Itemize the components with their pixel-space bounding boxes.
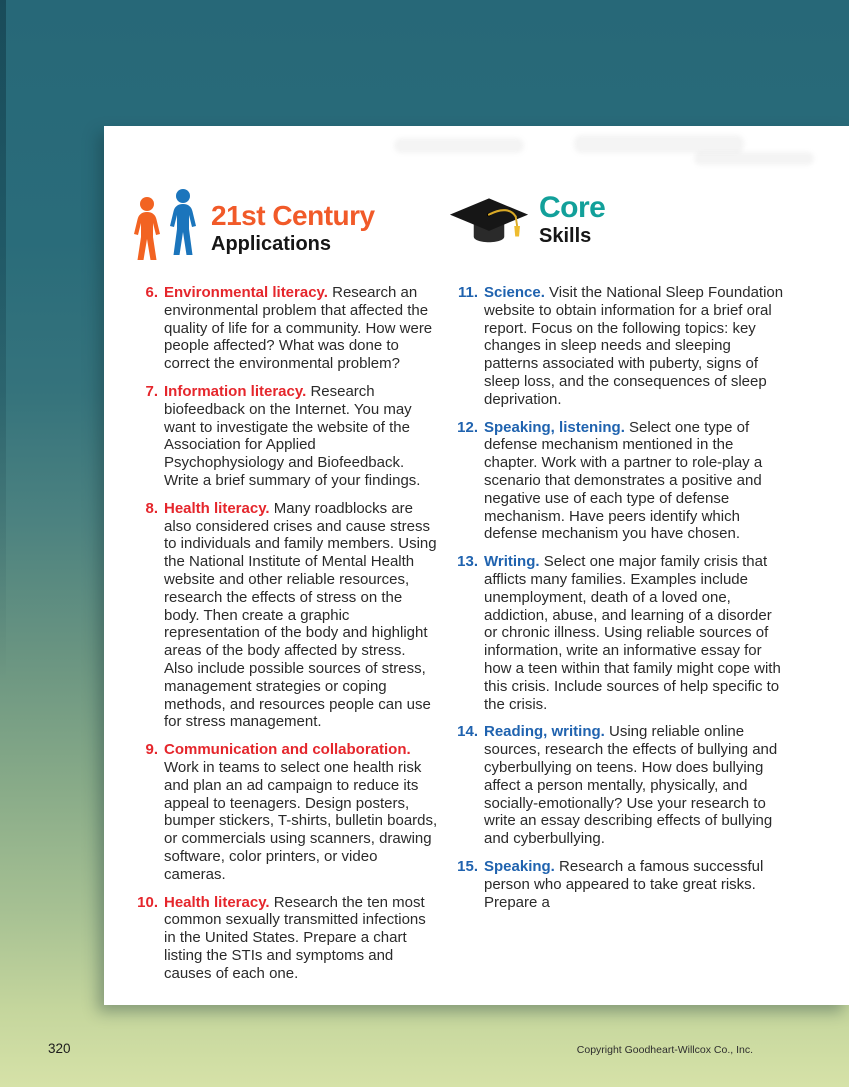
item-body: Research an environmental problem that affected the quality of life for a community. How were people affected? What was done to correct the environmental problem? (164, 284, 433, 373)
scan-artifact (394, 138, 524, 153)
core-skills-header (448, 188, 788, 262)
applications-title: 21st Century (211, 200, 375, 231)
item-body: Select one type of defense mechanism mentioned in the chapter. Work with a partner to role-play a scenario that demonstrates a positive and negative use of each type of defense mechanism. Have peers identify which defense mechanism you have chosen. (484, 418, 763, 543)
item-text (484, 419, 788, 544)
background-shadow-edge (0, 0, 6, 761)
item-lead: Science. (484, 284, 545, 301)
applications-header (128, 188, 438, 262)
item-11 (448, 284, 788, 409)
item-12 (448, 419, 788, 544)
item-14 (448, 723, 788, 848)
item-body: Using reliable online sources, research the effects of bullying and cyberbullying on teens. How does bullying affect a person mentally, physically, and socially-emotionally? Use your research to write an essay describing effects of bullying and cyberbullying. (484, 723, 778, 848)
scan-artifact (574, 135, 744, 153)
skills-subtitle: Skills (539, 225, 592, 247)
item-7 (128, 383, 438, 490)
item-text (164, 383, 438, 490)
item-body: Many roadblocks are also considered crises and cause stress to individuals and family members. Using the National Institute of Mental Health website and other reliable resources, research the effects of stress on the body. Then create a graphic representation of the body and highlight areas of the body affected by stress. Also include possible sources of stress, management strategies or coping methods, and resources people can use for stress management. (164, 499, 437, 731)
applications-subtitle: Applications (211, 233, 332, 255)
item-15 (448, 858, 788, 911)
item-lead: Health literacy. (164, 893, 270, 911)
item-10 (128, 894, 438, 983)
item-text (164, 741, 438, 883)
item-body: Work in teams to select one health risk and plan an ad campaign to reduce its appeal to teenagers. Design posters, bumper stickers, T-shirts, bulletin boards, or commercials using scanners, drawing software, color printers, or video cameras. (164, 758, 438, 883)
core-skills-column (448, 188, 788, 921)
item-lead: Environmental literacy. (164, 284, 328, 301)
item-body: Research the ten most common sexually transmitted infections in the United States. Prepare a chart listing the STIs and symptoms and causes of each one. (164, 893, 426, 982)
item-9 (128, 741, 438, 883)
applications-column (128, 188, 438, 992)
item-body: Visit the National Sleep Foundation website to obtain information for a brief oral report. Focus on the following topics: key changes in sleep needs and sleeping patterns associated with puberty, signs of sleep loss, and the consequences of sleep deprivation. (484, 284, 784, 408)
item-text (484, 553, 788, 713)
item-number: 13. (457, 553, 478, 571)
item-body: Research biofeedback on the Internet. You may want to investigate the website of the Association for Applied Psychophysiology and Biofeedback. Write a brief summary of your findings. (164, 382, 421, 489)
textbook-page (104, 126, 849, 1005)
item-lead: Writing. (484, 553, 540, 571)
item-lead: Information literacy. (164, 382, 307, 400)
item-13 (448, 553, 788, 713)
item-text (484, 858, 788, 911)
item-number: 14. (457, 723, 478, 741)
item-number: 15. (457, 857, 478, 875)
scan-artifact (694, 152, 814, 165)
item-body: Research a famous successful person who appeared to take great risks. Prepare a (484, 857, 764, 911)
item-text (484, 723, 788, 848)
item-number: 11. (457, 284, 478, 301)
item-text (484, 284, 788, 409)
page-number: 320 (48, 1041, 71, 1056)
item-number: 9. (145, 741, 158, 759)
item-text (164, 894, 438, 983)
item-body: Select one major family crisis that afflicts many families. Examples include unemployment, death of a loved one, addiction, abuse, and learning of a disorder or chronic illness. Using reliable sources of information, write an informative essay for how a teen within that family might cope with this crisis. Include sources of help specific to the crisis. (484, 553, 781, 713)
item-lead: Health literacy. (164, 499, 270, 517)
item-number: 10. (137, 893, 158, 911)
copyright-notice: Copyright Goodheart-Willcox Co., Inc. (576, 1044, 753, 1056)
item-number: 6. (145, 284, 158, 301)
item-number: 8. (145, 499, 158, 517)
item-number: 12. (457, 418, 478, 436)
graduation-cap-icon (448, 188, 530, 263)
core-skills-header-text (539, 188, 605, 247)
item-lead: Reading, writing. (484, 723, 605, 741)
item-number: 7. (145, 382, 158, 400)
applications-header-text (211, 188, 375, 255)
item-8 (128, 500, 438, 731)
item-lead: Communication and collaboration. (164, 741, 411, 759)
core-title: Core (539, 191, 606, 224)
item-text (164, 284, 438, 373)
item-lead: Speaking. (484, 857, 555, 875)
item-text (164, 500, 438, 731)
item-6 (128, 284, 438, 373)
two-people-icon (128, 188, 202, 267)
item-lead: Speaking, listening. (484, 418, 625, 436)
